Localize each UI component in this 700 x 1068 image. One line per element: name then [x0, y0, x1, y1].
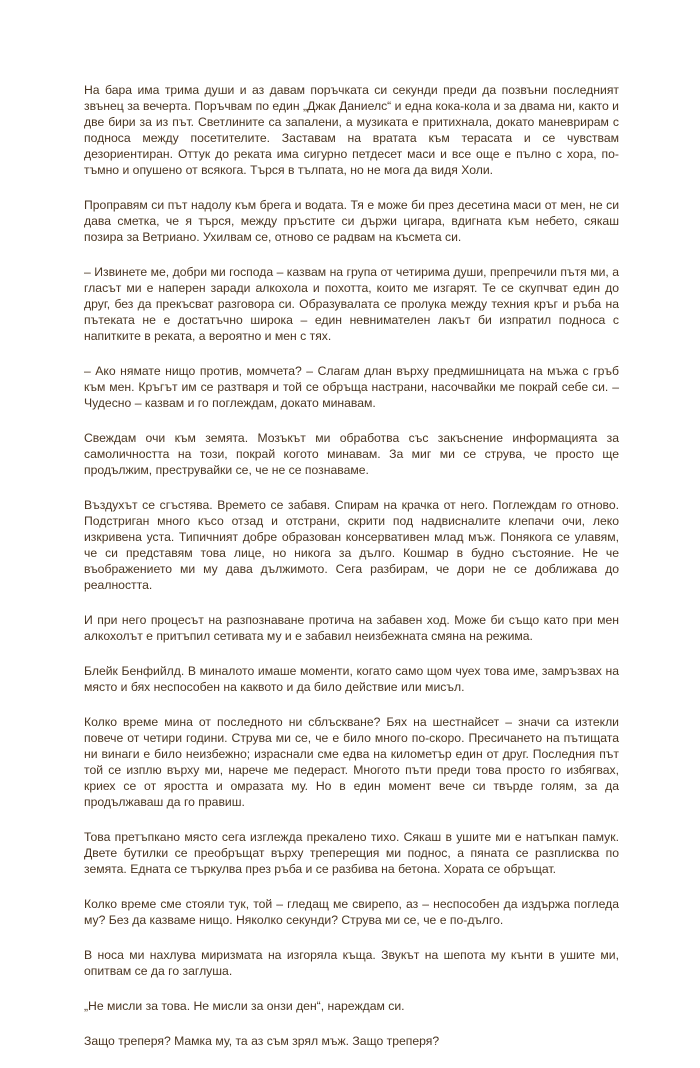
- paragraph-8: Блейк Бенфийлд. В миналото имаше моменти, когато само щом чуех това име, замръзвах на място и бях неспособен на каквото и да било действие или мисъл.: [84, 664, 619, 694]
- paragraph-14: Защо треперя? Мамка му, та аз съм зрял мъж. Защо треперя?: [84, 1034, 440, 1048]
- paragraph-5: Свеждам очи към земята. Мозъкът ми обработва със закъснение информацията за самоличността на този, покрай когото минавам. За миг ми се струва, че просто ще продължим, преструвайки се, че не се познаваме.: [84, 431, 619, 477]
- paragraph-3: – Извинете ме, добри ми господа – казвам на група от четирима души, препречили пътя ми, а гласът ми е наперен заради алкохола и похотта, които ме изгарят. Те се скупчват един до друг, без да прекъсват разговора си. Образувалата се пролука между техния кръг и ръба на пътеката не е достатъчно широка – един невнимателен лакът би изпратил подноса с напитките в реката, а вероятно и мен с тях.: [84, 265, 619, 343]
- paragraph-9: Колко време мина от последното ни сблъскване? Бях на шестнайсет – значи са изтекли повече от четири години. Струва ми се, че е било много по-скоро. Пресичането на пътищата ни винаги е било неизбежно; израснали сме едва на километър един от друг. Последния път той се изплю върху ми, нарече ме педераст. Многото пъти преди това просто го избягвах, криех се от яростта и омразата му. Но в един момент вече си твърде голям, за да продължаваш да го правиш.: [84, 715, 619, 809]
- paragraph-4: – Ако нямате нищо против, момчета? – Слагам длан върху предмишницата на мъжа с гръб към мен. Кръгът им се разтваря и той се обръща настрани, насочвайки ме покрай себе си. – Чудесно – казвам и го поглеждам, докато минавам.: [84, 364, 619, 410]
- document-body: [84, 82, 619, 1068]
- paragraph-13: „Не мисли за това. Не мисли за онзи ден“, нареждам си.: [84, 999, 405, 1013]
- paragraph-7: И при него процесът на разпознаване протича на забавен ход. Може би също като при мен алкохолът е притъпил сетивата му и е забавил неизбежната смяна на режима.: [84, 613, 619, 643]
- paragraph-1: На бара има трима души и аз давам поръчката си секунди преди да позвъни последният звънец за вечерта. Поръчвам по един „Джак Даниелс“ и една кока-кола и за двама ни, както и две бири за из път. Светлините са запалени, а музиката е притихнала, докато маневрирам с подноса между посетителите. Заставам на вратата към терасата и се чувствам дезориентиран. Оттук до реката има сигурно петдесет маси и все още е пълно с хора, по-тъмно и опушено от всякога. Търся в тълпата, но не мога да видя Холи.: [84, 83, 619, 177]
- paragraph-2: Проправям си път надолу към брега и водата. Тя е може би през десетина маси от мен, не си дава сметка, че я търся, между пръстите си държи цигара, вдигната към небето, сякаш позира за Ветриано. Ухилвам се, отново се радвам на късмета си.: [84, 198, 619, 244]
- paragraph-11: Колко време сме стояли тук, той – гледащ ме свирепо, аз – неспособен да издържа погледа му? Без да казваме нищо. Няколко секунди? Струва ми се, че е по-дълго.: [84, 897, 619, 927]
- paragraph-10: Това претъпкано място сега изглежда прекалено тихо. Сякаш в ушите ми е натъпкан памук. Двете бутилки се преобръщат върху треперещия ми поднос, а пяната се разплисква по земята. Едната се търкулва през ръба и се разбива на бетона. Хората се обръщат.: [84, 830, 619, 876]
- paragraph-12: В носа ми нахлува миризмата на изгоряла къща. Звукът на шепота му кънти в ушите ми, опитвам се да го заглуша.: [84, 948, 619, 978]
- paragraph-6: Въздухът се сгъстява. Времето се забавя. Спирам на крачка от него. Поглеждам го отново. Подстриган много късо отзад и отстрани, скрити под надвисналите клепачи очи, леко изкривена уста. Типичният добре образован консервативен млад мъж. Понякога се улавям, че си представям това лице, но никога за дълго. Кошмар в будно състояние. Не че въображението ми му дава дължимото. Сега разбирам, че дори не се доближава до реалността.: [84, 498, 619, 592]
